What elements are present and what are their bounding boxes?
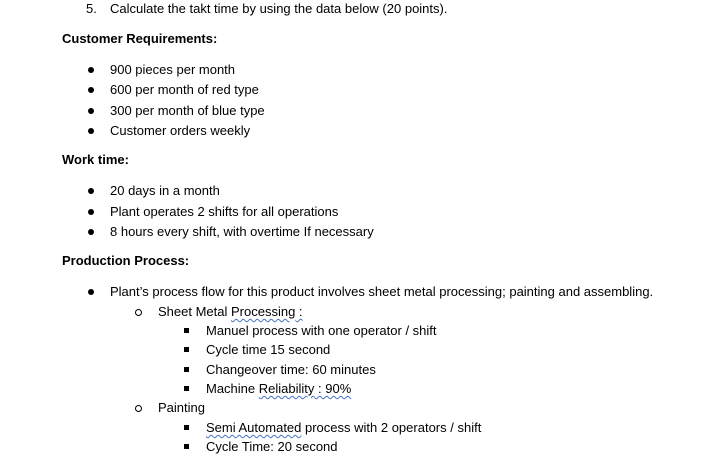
sheet-metal-item-cycle: Cycle time 15 second [206, 342, 331, 357]
bullet-icon [88, 289, 94, 295]
sheet-metal-title-flagged: Processing [231, 304, 296, 319]
square-bullet-icon [184, 328, 189, 333]
semi-automated-rest: process with 2 operators / shift [301, 420, 482, 435]
circle-bullet-icon [135, 309, 142, 316]
square-bullet-icon [184, 444, 189, 449]
question-text: Calculate the takt time by using the data below (20 points). [110, 1, 448, 16]
question-number: 5. [86, 1, 97, 16]
sheet-metal-item-manual: Manuel process with one operator / shift [206, 323, 437, 338]
square-bullet-icon [184, 386, 189, 391]
bullet-icon [88, 188, 94, 194]
circle-bullet-icon [135, 405, 142, 412]
reliability-flagged: Reliability [258, 381, 315, 396]
bullet-icon [88, 209, 94, 215]
bullet-icon [88, 87, 94, 93]
bullet-icon [88, 229, 94, 235]
sheet-metal-item-reliability [206, 381, 351, 397]
reliability-value: : 90% [314, 381, 352, 396]
customer-item-2: 600 per month of red type [110, 82, 259, 97]
painting-item-cycle: Cycle Time: 20 second [206, 439, 338, 454]
customer-item-1: 900 pieces per month [110, 62, 236, 77]
process-flow-text: Plant’s process flow for this product involves sheet metal processing; painting and assembling. [110, 284, 654, 299]
customer-item-3: 300 per month of blue type [110, 103, 265, 118]
painting-item-semi [206, 420, 481, 436]
sheet-metal-title-word: Sheet Metal [158, 304, 228, 319]
painting-title: Painting [158, 400, 205, 415]
work-time-heading: Work time: [62, 152, 129, 167]
bullet-icon [88, 128, 94, 134]
customer-requirements-heading: Customer Requirements: [62, 31, 218, 46]
sheet-metal-title-colon: : [295, 304, 303, 319]
work-item-3: 8 hours every shift, with overtime If necessary [110, 224, 374, 239]
bullet-icon [88, 67, 94, 73]
sheet-metal-title [158, 304, 303, 320]
production-process-heading: Production Process: [62, 253, 190, 268]
bullet-icon [88, 108, 94, 114]
square-bullet-icon [184, 367, 189, 372]
square-bullet-icon [184, 425, 189, 430]
work-item-1: 20 days in a month [110, 183, 220, 198]
work-item-2: Plant operates 2 shifts for all operations [110, 204, 339, 219]
reliability-word: Machine [206, 381, 256, 396]
square-bullet-icon [184, 347, 189, 352]
semi-automated-flagged: Semi Automated [206, 420, 302, 435]
sheet-metal-item-changeover: Changeover time: 60 minutes [206, 362, 376, 377]
customer-item-4: Customer orders weekly [110, 123, 251, 138]
